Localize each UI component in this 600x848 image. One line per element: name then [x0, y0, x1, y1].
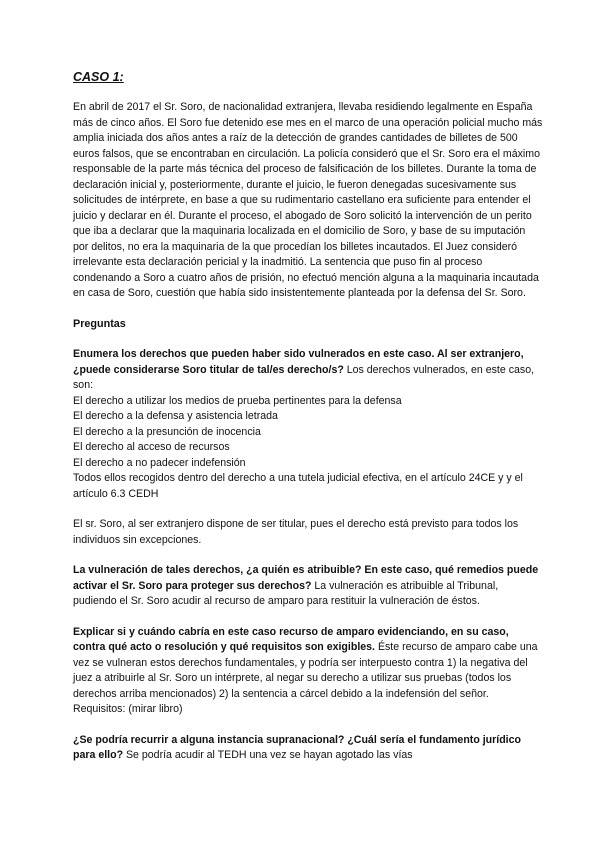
- answer-3: Éste recurso de amparo cabe una vez se vulneran estos derechos fundamentales, y podría ser interpuesto contra 1) la negativa del juez a atribuirle al Sr. Soro un intérprete, al negar su derecho a utilizar sus pruebas (todos los derechos arriba mencionados) 2) la sentencia a cárcel debido a la indefensión del señor.: [73, 641, 538, 700]
- requisitos-note: Requisitos: (mirar libro): [73, 703, 183, 715]
- case-description: En abril de 2017 el Sr. Soro, de nacionalidad extranjera, llevaba residiendo legalmente en España más de cinco años. El Soro fue detenido ese mes en el marco de una operación policial mucho más amplia iniciada dos años antes a raíz de la detección de grandes cantidades de billetes de 500 euros falsos, que se encontraban en circulación. La policía consideró que el Sr. Soro era el máximo responsable de la parte más técnica del proceso de falsificación de los billetes. Durante la toma de declaración inicial y, posteriormente, durante el juicio, le fueron denegadas sucesivamente sus solicitudes de intérprete, en base a que su rudimentario castellano era suficiente para entender el juicio y declarar en él. Durante el proceso, el abogado de Soro solicitó la intervención de un perito que iba a declarar que la maquinaria localizada en el domicilio de Soro, y base de su imputación por delitos, no era la maquinaria de la que procedían los billetes incautados. El Juez consideró irrelevante esta declaración pericial y la inadmitió. La sentencia que puso fin al proceso condenando a Soro a cuatro años de prisión, no efectuó mención alguna a la maquinaria incautada en casa de Soro, cuestión que había sido insistentemente planteada por la defensa del Sr. Soro.: [73, 101, 543, 299]
- case-title: CASO 1:: [73, 70, 124, 84]
- question-2-block: [73, 563, 543, 610]
- question-1: Enumera los derechos que pueden haber sido vulnerados en este caso. Al ser extranjero, ¿puede considerarse Soro titular de tal/es derecho/s?: [73, 348, 524, 376]
- document-page: [73, 70, 543, 764]
- right-item: El derecho al acceso de recursos: [73, 441, 230, 453]
- question-4: ¿Se podría recurrir a alguna instancia supranacional? ¿Cuál sería el fundamento jurídico para ello?: [73, 733, 521, 761]
- answer-4: Se podría acudir al TEDH una vez se hayan agotado las vías: [123, 749, 413, 761]
- question-2: La vulneración de tales derechos, ¿a quién es atribuible? En este caso, qué remedios puede activar el Sr. Soro para proteger sus derechos?: [73, 564, 539, 592]
- titularity-answer: El sr. Soro, al ser extranjero dispone de ser titular, pues el derecho está previsto para todos los individuos sin excepciones.: [73, 518, 519, 546]
- question-1-block: [73, 347, 543, 394]
- right-item: El derecho a la presunción de inocencia: [73, 425, 261, 438]
- question-3: Explicar si y cuándo cabría en este caso recurso de amparo evidenciando, en su caso, contra qué acto o resolución y qué requisitos son exigibles.: [73, 625, 509, 653]
- preguntas-heading: Preguntas: [73, 317, 126, 330]
- right-item: El derecho a utilizar los medios de prueba pertinentes para la defensa: [73, 394, 402, 407]
- right-item: El derecho a no padecer indefensión: [73, 456, 246, 469]
- question-4-block: [73, 733, 543, 764]
- rights-summary: Todos ellos recogidos dentro del derecho a una tutela judicial efectiva, en el artículo 24CE y y el artículo 6.3 CEDH: [73, 472, 523, 500]
- answer-1-intro: Los derechos vulnerados, en este caso, son:: [73, 363, 535, 391]
- right-item: El derecho a la defensa y asistencia letrada: [73, 410, 278, 422]
- question-3-block: [73, 625, 543, 703]
- answer-2: La vulneración es atribuible al Tribunal, pudiendo el Sr. Soro acudir al recurso de amparo para restituir la vulneración de éstos.: [73, 579, 499, 607]
